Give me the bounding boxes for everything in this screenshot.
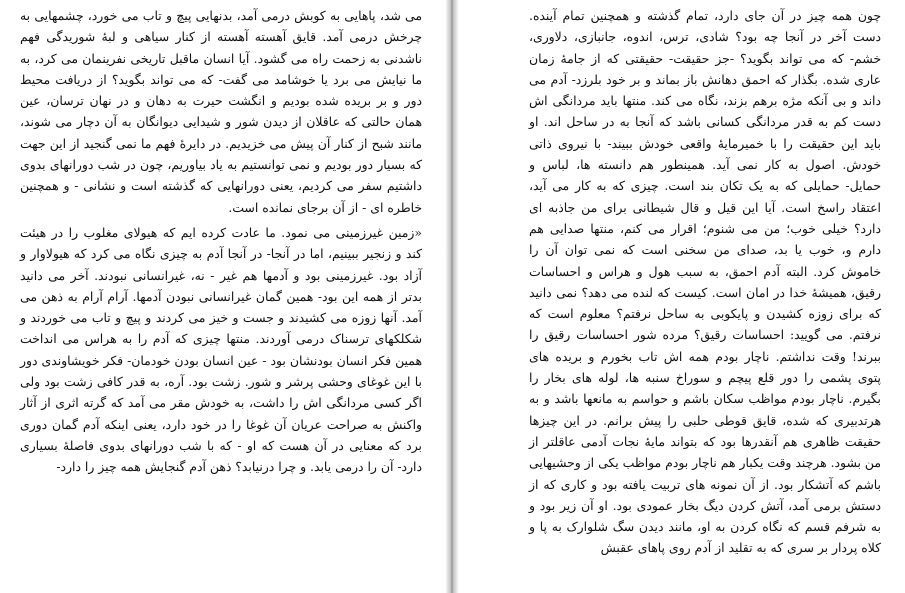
paragraph: «زمین غیرزمینی می نمود. ما عادت کرده ایم که هیولای مغلوب را در هیئت کند و زنجیر ببینیم، اما در آنجا- در آنجا آدم به چیزی نگاه می کرد که هیولاوار و آزاد بود. غیرزمینی بود و آدمها هم غیر - نه، غیرانسانی نبودند. آخر می دانید بدتر از همه این بود- همین گمان غیرانسانی نبودن آدمها. آرام آرام به ذهن می آمد. آنها زوزه می کشیدند و جست و خیز می کردند و پیچ و تاب می خوردند و شکلکهای ترسناک درمی آوردند. منتها چیزی که آدم را به هراس می انداخت همین فکر انسان بودنشان بود - عین انسان بودن خودمان- فکر خویشاوندی دور با این غوغای وحشی پرشر و شور. زشت بود. آره، به قدر کافی زشت بود ولی اگر کسی مردانگی اش را داشت، به خودش مقر می آمد که گرته اثری از آثار واکنش به صراحت عریان آن غوغا را در خود دارد، یعنی اینکه آدم گمان دوری برد که معنایی در آن هست که او - که با شب دورانهای بدوی فاصلهٔ بسیاری دارد- آن را درمی یابد. و چرا درنیابد؟ ذهن آدم گنجایش همه چیز را دارد-: [20, 224, 422, 475]
left-page: [0, 0, 446, 593]
right-page-text: [529, 5, 881, 559]
left-page-text: [20, 5, 422, 478]
book-gutter: [446, 0, 458, 593]
paragraph: می شد، پاهایی به کوبش درمی آمد، بدنهایی پیچ و تاب می خورد، چشمهایی به چرخش درمی آمد. قایق آهسته آهسته از کنار سیاهی و لبهٔ شوریدگی فهم ناشدنی به زحمت راه می گشود. آیا انسان ماقبل تاریخی نفرینمان می کرد، به ما نیایش می برد یا خوشامد می گفت- که می تواند بگوید؟ از دریافت محیط دور و بر بریده شده بودیم و انگشت حیرت به دهان و در نهان ترسان، عین همان حالتی که عاقلان از دیدن شور و شیدایی دیوانگان به آن دچار می شوند، مانند شبح از کنار آن پیش می خزیدیم. در دایرهٔ فهم ما نمی گنجید از این جهت که بسیار دور بودیم و نمی توانستیم به یاد بیاوریم، چون در شب دورانهای بدوی داشتیم سفر می کردیم، یعنی دورانهایی که گذشته است و نشانی - و همچنین خاطره ای - از آن برجای نمانده است.: [20, 8, 422, 215]
paragraph: چون همه چیز در آن جای دارد، تمام گذشته و همچنین تمام آینده. دست آخر در آنجا چه بود؟ شادی، ترس، اندوه، جانبازی، دلاوری، خشم- که می تواند بگوید؟ -جز حقیقت- حقیقتی که از جامهٔ زمان عاری شده. بگذار که احمق دهانش باز بماند و بر خود بلرزد- آدم می داند و بی آنکه مژه برهم بزند، نگاه می کند. منتها باید مردانگی اش دست کم به قدر مردانگی کسانی باشد که آنجا به در ساحل اند. او باید این حقیقت را با خمیرمایهٔ واقعی خودش ببیند- با نیروی ذاتی خودش. اصول به کار نمی آید. همینطور هم دانسته ها، لباس و حمایل- حمایلی که به یک تکان بند است. چیزی که به کار می آید، اعتقاد راسخ است. آیا این قیل و قال شیطانی برای من جاذبه ای دارد؟ خیلی خوب؛ من می شنوم؛ اقرار می کنم، منتها صدایی هم دارم و، خوب یا بد، صدای من سخنی است که نمی توان آن را خاموش کرد. البته آدم احمق، به سبب هول و هراس و احساسات رقیق، همیشهٔ خدا در امان است. کیست که لنده می دهد؟ نمی دانید که برای زوزه کشیدن و پایکوبی به ساحل نرفتم؟ معلوم است که نرفتم. می گویید: احساسات رقیق؟ مرده شور احساسات رقیق را ببرند! وقت نداشتم. ناچار بودم همه اش تاب بخورم و بریده های پتوی پشمی را دور قلع پیچم و سوراخ سنبه ها، لوله های بخار را بگیرم. ناچار بودم مواظب سکان باشم و حواسم به مانعها باشد و به هرتدبیری که شده، قایق قوطی حلبی را پیش برانم. در این چیزها حقیقت ظاهری هم آنقدرها بود که بتواند مایهٔ نجات آدمی عاقلتر از من بشود. هرچند وقت یکبار هم ناچار بودم مواظب یکی از وحشیهایی باشم که آتشکار بود. از آن نمونه های تربیت یافته بود و کاری که از دستش برمی آمد، آتش کردن دیگ بخار عمودی بود. او آن زیر بود و به شرفم قسم که نگاه کردن به او، مانند دیدن سگ شلوارک به پا و کلاه پردار بر سری که به تقلید از آدم روی پاهای عقبش: [529, 8, 881, 556]
right-page: [458, 0, 905, 593]
